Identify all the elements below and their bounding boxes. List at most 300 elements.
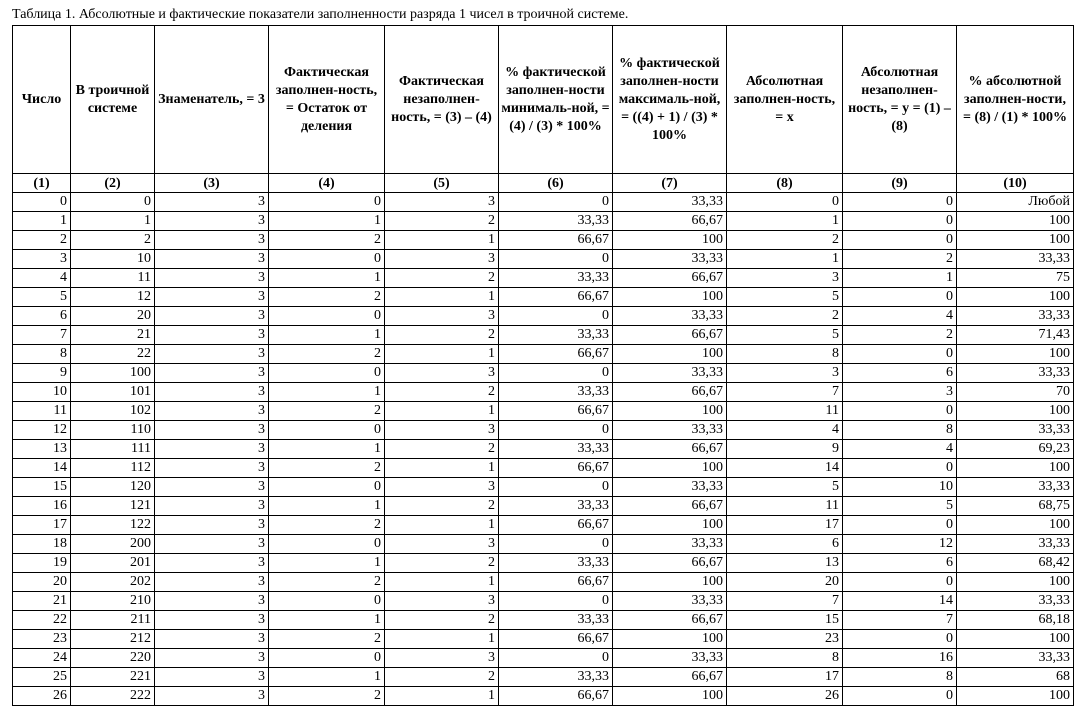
table-cell: 1 — [727, 250, 843, 269]
table-cell: 3 — [385, 193, 499, 212]
table-cell: 122 — [71, 516, 155, 535]
table-row — [13, 459, 1074, 478]
table-cell: 33,33 — [499, 668, 613, 687]
table-cell: 33,33 — [957, 307, 1074, 326]
table-cell: 33,33 — [613, 592, 727, 611]
table-cell: 3 — [155, 611, 269, 630]
table-cell: 8 — [727, 345, 843, 364]
table-cell: 66,67 — [613, 554, 727, 573]
table-cell: 1 — [385, 630, 499, 649]
table-cell: 121 — [71, 497, 155, 516]
table-cell: 11 — [727, 497, 843, 516]
table-cell: 66,67 — [613, 212, 727, 231]
table-cell: Любой — [957, 193, 1074, 212]
table-cell: 0 — [843, 402, 957, 421]
table-cell: 22 — [71, 345, 155, 364]
table-row — [13, 326, 1074, 345]
table-cell: 13 — [727, 554, 843, 573]
table-cell: 2 — [385, 440, 499, 459]
table-body — [13, 193, 1074, 706]
table-cell: 1 — [385, 288, 499, 307]
table-cell: 211 — [71, 611, 155, 630]
table-cell: 1 — [269, 668, 385, 687]
column-number: (4) — [269, 174, 385, 193]
table-cell: 33,33 — [613, 535, 727, 554]
table-cell: 68,18 — [957, 611, 1074, 630]
table-cell: 33,33 — [499, 326, 613, 345]
table-cell: 23 — [727, 630, 843, 649]
table-cell: 2 — [727, 231, 843, 250]
table-cell: 3 — [155, 478, 269, 497]
table-cell: 3 — [155, 440, 269, 459]
table-cell: 66,67 — [613, 326, 727, 345]
table-cell: 20 — [13, 573, 71, 592]
table-cell: 0 — [843, 231, 957, 250]
table-cell: 33,33 — [499, 611, 613, 630]
table-cell: 3 — [155, 364, 269, 383]
table-cell: 12 — [843, 535, 957, 554]
table-cell: 1 — [385, 231, 499, 250]
table-cell: 100 — [613, 687, 727, 706]
table-cell: 2 — [269, 345, 385, 364]
table-cell: 66,67 — [613, 497, 727, 516]
table-row — [13, 687, 1074, 706]
table-cell: 26 — [13, 687, 71, 706]
table-cell: 2 — [269, 402, 385, 421]
table-cell: 0 — [269, 649, 385, 668]
column-header: В троичной системе — [71, 26, 155, 174]
table-cell: 11 — [727, 402, 843, 421]
table-cell: 66,67 — [499, 231, 613, 250]
table-cell: 3 — [155, 668, 269, 687]
table-cell: 110 — [71, 421, 155, 440]
table-row — [13, 649, 1074, 668]
table-cell: 20 — [727, 573, 843, 592]
table-cell: 120 — [71, 478, 155, 497]
column-number: (3) — [155, 174, 269, 193]
table-cell: 2 — [269, 573, 385, 592]
table-row — [13, 288, 1074, 307]
table-cell: 1 — [727, 212, 843, 231]
table-cell: 24 — [13, 649, 71, 668]
table-cell: 68 — [957, 668, 1074, 687]
column-number: (6) — [499, 174, 613, 193]
table-row — [13, 383, 1074, 402]
table-cell: 100 — [957, 212, 1074, 231]
table-cell: 15 — [727, 611, 843, 630]
table-cell: 7 — [727, 383, 843, 402]
table-cell: 8 — [13, 345, 71, 364]
table-cell: 1 — [269, 440, 385, 459]
table-cell: 19 — [13, 554, 71, 573]
table-cell: 25 — [13, 668, 71, 687]
table-cell: 100 — [613, 345, 727, 364]
table-cell: 3 — [155, 402, 269, 421]
table-cell: 1 — [843, 269, 957, 288]
table-cell: 66,67 — [499, 573, 613, 592]
table-cell: 0 — [499, 592, 613, 611]
table-cell: 66,67 — [613, 668, 727, 687]
table-cell: 9 — [13, 364, 71, 383]
table-row — [13, 668, 1074, 687]
table-cell: 100 — [613, 402, 727, 421]
table-cell: 22 — [13, 611, 71, 630]
table-cell: 10 — [13, 383, 71, 402]
column-header: % фактической заполнен-ности максималь-ной, = ((4) + 1) / (3) * 100% — [613, 26, 727, 174]
table-cell: 33,33 — [613, 478, 727, 497]
table-cell: 3 — [385, 307, 499, 326]
table-cell: 33,33 — [613, 364, 727, 383]
table-cell: 66,67 — [613, 440, 727, 459]
table-cell: 2 — [385, 269, 499, 288]
table-cell: 3 — [727, 364, 843, 383]
table-cell: 33,33 — [499, 554, 613, 573]
table-cell: 2 — [385, 326, 499, 345]
table-cell: 0 — [843, 212, 957, 231]
table-cell: 3 — [155, 516, 269, 535]
table-cell: 33,33 — [613, 193, 727, 212]
column-header: Фактическая заполнен-ность, = Остаток от деления — [269, 26, 385, 174]
table-cell: 3 — [155, 497, 269, 516]
table-cell: 0 — [269, 364, 385, 383]
table-cell: 17 — [727, 668, 843, 687]
table-cell: 100 — [71, 364, 155, 383]
table-cell: 3 — [155, 212, 269, 231]
column-header: Число — [13, 26, 71, 174]
table-cell: 6 — [13, 307, 71, 326]
table-cell: 200 — [71, 535, 155, 554]
table-cell: 12 — [71, 288, 155, 307]
table-cell: 0 — [499, 421, 613, 440]
table-cell: 100 — [957, 630, 1074, 649]
table-cell: 33,33 — [957, 478, 1074, 497]
table-cell: 3 — [155, 535, 269, 554]
table-cell: 23 — [13, 630, 71, 649]
table-cell: 33,33 — [499, 212, 613, 231]
table-cell: 16 — [843, 649, 957, 668]
table-cell: 3 — [155, 687, 269, 706]
table-row — [13, 364, 1074, 383]
table-cell: 1 — [13, 212, 71, 231]
table-cell: 6 — [727, 535, 843, 554]
table-cell: 3 — [385, 592, 499, 611]
table-cell: 1 — [385, 516, 499, 535]
table-cell: 33,33 — [613, 649, 727, 668]
table-cell: 69,23 — [957, 440, 1074, 459]
table-cell: 1 — [385, 345, 499, 364]
table-cell: 0 — [843, 630, 957, 649]
table-cell: 0 — [843, 459, 957, 478]
table-cell: 14 — [13, 459, 71, 478]
table-row — [13, 193, 1074, 212]
table-cell: 33,33 — [957, 364, 1074, 383]
column-header: Фактическая незаполнен-ность, = (3) – (4) — [385, 26, 499, 174]
table-row — [13, 611, 1074, 630]
table-cell: 1 — [269, 611, 385, 630]
table-row — [13, 573, 1074, 592]
table-cell: 3 — [385, 535, 499, 554]
table-cell: 3 — [155, 345, 269, 364]
table-cell: 0 — [269, 592, 385, 611]
table-cell: 221 — [71, 668, 155, 687]
table-cell: 100 — [957, 288, 1074, 307]
table-cell: 1 — [269, 497, 385, 516]
table-cell: 33,33 — [957, 592, 1074, 611]
table-cell: 66,67 — [613, 269, 727, 288]
table-cell: 0 — [13, 193, 71, 212]
table-cell: 100 — [613, 231, 727, 250]
table-row — [13, 307, 1074, 326]
table-cell: 8 — [727, 649, 843, 668]
table-cell: 2 — [385, 212, 499, 231]
table-cell: 0 — [71, 193, 155, 212]
table-cell: 3 — [155, 573, 269, 592]
table-cell: 3 — [155, 554, 269, 573]
table-cell: 68,75 — [957, 497, 1074, 516]
table-cell: 2 — [385, 383, 499, 402]
table-cell: 3 — [155, 193, 269, 212]
table-row — [13, 402, 1074, 421]
table-cell: 11 — [13, 402, 71, 421]
table-cell: 2 — [727, 307, 843, 326]
column-number: (1) — [13, 174, 71, 193]
table-cell: 33,33 — [613, 307, 727, 326]
table-cell: 100 — [957, 459, 1074, 478]
table-cell: 100 — [613, 516, 727, 535]
table-cell: 3 — [155, 649, 269, 668]
table-cell: 0 — [269, 421, 385, 440]
column-header: % абсолютной заполнен-ности, = (8) / (1) * 100% — [957, 26, 1074, 174]
table-cell: 21 — [71, 326, 155, 345]
table-cell: 100 — [613, 459, 727, 478]
table-cell: 1 — [269, 383, 385, 402]
table-cell: 2 — [385, 611, 499, 630]
table-cell: 68,42 — [957, 554, 1074, 573]
table-row — [13, 212, 1074, 231]
table-cell: 66,67 — [499, 288, 613, 307]
table-cell: 3 — [155, 288, 269, 307]
table-cell: 3 — [155, 421, 269, 440]
column-header: % фактической заполнен-ности минималь-ной, = (4) / (3) * 100% — [499, 26, 613, 174]
table-cell: 10 — [843, 478, 957, 497]
table-cell: 1 — [71, 212, 155, 231]
table-cell: 12 — [13, 421, 71, 440]
table-cell: 7 — [727, 592, 843, 611]
table-cell: 2 — [269, 516, 385, 535]
table-cell: 1 — [385, 402, 499, 421]
table-cell: 33,33 — [957, 250, 1074, 269]
table-cell: 33,33 — [957, 649, 1074, 668]
column-header: Абсолютная незаполнен-ность, = y = (1) – (8) — [843, 26, 957, 174]
table-cell: 2 — [269, 459, 385, 478]
table-cell: 33,33 — [499, 383, 613, 402]
table-cell: 8 — [843, 421, 957, 440]
table-cell: 3 — [385, 421, 499, 440]
table-row — [13, 269, 1074, 288]
column-number: (2) — [71, 174, 155, 193]
table-cell: 0 — [843, 687, 957, 706]
table-cell: 33,33 — [499, 497, 613, 516]
table-cell: 3 — [155, 459, 269, 478]
table-cell: 71,43 — [957, 326, 1074, 345]
table-cell: 100 — [613, 573, 727, 592]
table-cell: 5 — [727, 288, 843, 307]
table-cell: 0 — [269, 307, 385, 326]
table-cell: 100 — [613, 630, 727, 649]
table-cell: 3 — [155, 592, 269, 611]
table-cell: 220 — [71, 649, 155, 668]
table-cell: 111 — [71, 440, 155, 459]
table-cell: 3 — [155, 231, 269, 250]
table-cell: 33,33 — [499, 440, 613, 459]
table-cell: 11 — [71, 269, 155, 288]
table-cell: 0 — [499, 307, 613, 326]
table-cell: 1 — [385, 573, 499, 592]
table-row — [13, 440, 1074, 459]
table-cell: 7 — [13, 326, 71, 345]
table-cell: 0 — [843, 345, 957, 364]
table-cell: 212 — [71, 630, 155, 649]
data-table — [12, 25, 1074, 706]
table-cell: 222 — [71, 687, 155, 706]
table-cell: 3 — [155, 250, 269, 269]
table-cell: 4 — [843, 307, 957, 326]
table-cell: 6 — [843, 554, 957, 573]
table-cell: 16 — [13, 497, 71, 516]
table-cell: 66,67 — [499, 402, 613, 421]
table-cell: 1 — [269, 269, 385, 288]
table-cell: 2 — [269, 288, 385, 307]
table-cell: 3 — [385, 478, 499, 497]
table-cell: 100 — [957, 516, 1074, 535]
table-row — [13, 231, 1074, 250]
table-cell: 0 — [269, 535, 385, 554]
table-cell: 5 — [843, 497, 957, 516]
table-cell: 66,67 — [499, 459, 613, 478]
table-cell: 66,67 — [499, 345, 613, 364]
table-cell: 102 — [71, 402, 155, 421]
table-cell: 2 — [385, 554, 499, 573]
column-number-row — [13, 174, 1074, 193]
table-cell: 66,67 — [613, 383, 727, 402]
table-cell: 100 — [957, 345, 1074, 364]
table-cell: 2 — [843, 250, 957, 269]
table-cell: 3 — [155, 383, 269, 402]
table-cell: 1 — [269, 554, 385, 573]
table-cell: 75 — [957, 269, 1074, 288]
table-caption: Таблица 1. Абсолютные и фактические показатели заполненности разряда 1 чисел в троичной системе. — [12, 7, 629, 22]
table-cell: 33,33 — [957, 421, 1074, 440]
table-cell: 13 — [13, 440, 71, 459]
table-cell: 2 — [269, 231, 385, 250]
column-number: (8) — [727, 174, 843, 193]
table-row — [13, 421, 1074, 440]
table-row — [13, 250, 1074, 269]
table-cell: 101 — [71, 383, 155, 402]
table-cell: 2 — [269, 687, 385, 706]
table-cell: 2 — [269, 630, 385, 649]
table-cell: 3 — [727, 269, 843, 288]
table-cell: 1 — [385, 459, 499, 478]
table-cell: 0 — [843, 573, 957, 592]
table-cell: 3 — [155, 630, 269, 649]
table-cell: 0 — [499, 649, 613, 668]
table-cell: 33,33 — [613, 421, 727, 440]
table-cell: 5 — [727, 478, 843, 497]
table-cell: 0 — [499, 478, 613, 497]
table-cell: 0 — [843, 193, 957, 212]
table-cell: 3 — [385, 250, 499, 269]
table-cell: 0 — [269, 193, 385, 212]
table-cell: 1 — [385, 687, 499, 706]
table-cell: 1 — [269, 326, 385, 345]
table-cell: 100 — [613, 288, 727, 307]
table-cell: 2 — [13, 231, 71, 250]
table-cell: 3 — [13, 250, 71, 269]
table-row — [13, 554, 1074, 573]
table-cell: 0 — [499, 250, 613, 269]
table-cell: 66,67 — [499, 630, 613, 649]
table-cell: 2 — [385, 497, 499, 516]
table-cell: 0 — [499, 364, 613, 383]
table-cell: 0 — [843, 288, 957, 307]
table-row — [13, 630, 1074, 649]
table-cell: 3 — [155, 307, 269, 326]
table-cell: 10 — [71, 250, 155, 269]
table-cell: 9 — [727, 440, 843, 459]
table-row — [13, 497, 1074, 516]
table-cell: 14 — [843, 592, 957, 611]
table-cell: 202 — [71, 573, 155, 592]
table-cell: 4 — [727, 421, 843, 440]
column-header: Знаменатель, = 3 — [155, 26, 269, 174]
table-cell: 3 — [155, 326, 269, 345]
column-header: Абсолютная заполнен-ность, = x — [727, 26, 843, 174]
table-cell: 17 — [727, 516, 843, 535]
table-cell: 5 — [13, 288, 71, 307]
table-cell: 100 — [957, 573, 1074, 592]
table-cell: 100 — [957, 402, 1074, 421]
table-cell: 26 — [727, 687, 843, 706]
table-cell: 112 — [71, 459, 155, 478]
table-cell: 66,67 — [613, 611, 727, 630]
table-cell: 3 — [155, 269, 269, 288]
table-cell: 210 — [71, 592, 155, 611]
table-cell: 0 — [727, 193, 843, 212]
table-cell: 100 — [957, 687, 1074, 706]
table-cell: 8 — [843, 668, 957, 687]
table-cell: 66,67 — [499, 687, 613, 706]
table-cell: 1 — [269, 212, 385, 231]
table-cell: 0 — [499, 535, 613, 554]
table-cell: 20 — [71, 307, 155, 326]
header-row — [13, 26, 1074, 174]
table-row — [13, 535, 1074, 554]
table-cell: 0 — [499, 193, 613, 212]
table-cell: 4 — [843, 440, 957, 459]
table-cell: 2 — [385, 668, 499, 687]
table-cell: 0 — [269, 250, 385, 269]
table-cell: 33,33 — [957, 535, 1074, 554]
table-cell: 70 — [957, 383, 1074, 402]
table-cell: 14 — [727, 459, 843, 478]
table-cell: 2 — [843, 326, 957, 345]
table-cell: 201 — [71, 554, 155, 573]
column-number: (7) — [613, 174, 727, 193]
column-number: (9) — [843, 174, 957, 193]
column-number: (10) — [957, 174, 1074, 193]
table-cell: 3 — [385, 364, 499, 383]
